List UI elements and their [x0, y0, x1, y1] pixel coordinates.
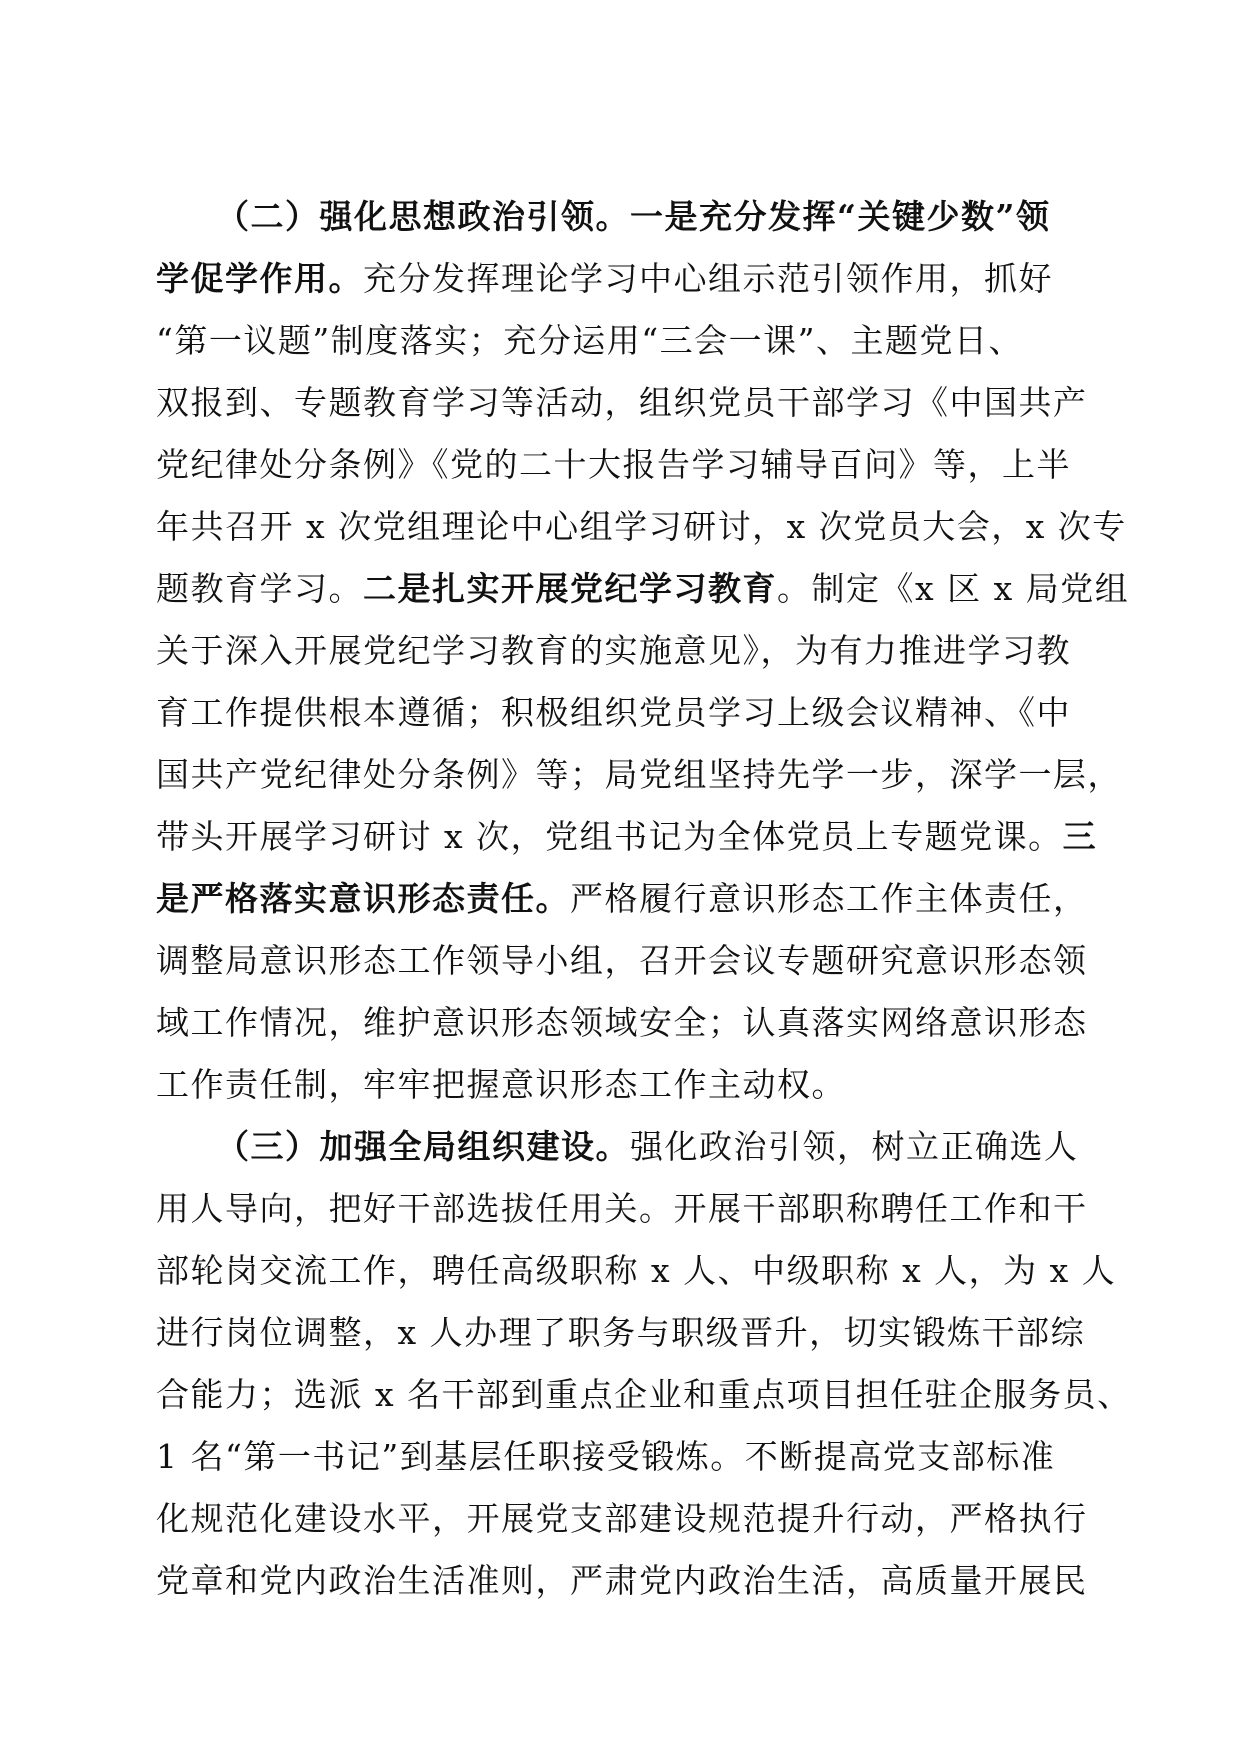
text-span: 强化政治引领，树立正确选人: [630, 1127, 1079, 1166]
text-line: 部轮岗交流工作，聘任高级职称 x 人、中级职称 x 人，为 x 人: [156, 1251, 1117, 1290]
text-span: 充分发挥理论学习中心组示范引领作用，抓好: [363, 259, 1053, 298]
text-line: 党章和党内政治生活准则，严肃党内政治生活，高质量开展民: [156, 1561, 1088, 1600]
text-span: 题教育学习。: [156, 569, 363, 608]
text-line: 年共召开 x 次党组理论中心组学习研讨，x 次党员大会，x 次专: [156, 507, 1127, 546]
text-line: 双报到、专题教育学习等活动，组织党员干部学习《中国共产: [156, 383, 1088, 422]
text-line: [156, 558, 1130, 620]
text-line: 关于深入开展党纪学习教育的实施意见》，为有力推进学习教: [156, 631, 1071, 670]
text-line: [156, 248, 1080, 310]
bold-span: 学促学作用。: [156, 259, 363, 298]
document-body: [156, 186, 1132, 1612]
text-line: [156, 806, 1098, 868]
text-line: 1 名“第一书记”到基层任职接受锻炼。不断提高党支部标准: [156, 1437, 1056, 1476]
text-span: 带头开展学习研讨 x 次，党组书记为全体党员上专题党课。: [156, 817, 1063, 856]
text-line: “第一议题”制度落实；充分运用“三会一课”、主题党日、: [156, 321, 1023, 360]
text-line: （二）强化思想政治引领。一是充分发挥“关键少数”领: [216, 197, 1051, 236]
text-line: 国共产党纪律处分条例》等；局党组坚持先学一步，深学一层，: [156, 755, 1122, 794]
text-line: 调整局意识形态工作领导小组，召开会议专题研究意识形态领: [156, 941, 1088, 980]
bold-span: （三）加强全局组织建设。: [216, 1127, 630, 1166]
text-line: 工作责任制，牢牢把握意识形态工作主动权。: [156, 1065, 846, 1104]
text-line: 域工作情况，维护意识形态领域安全；认真落实网络意识形态: [156, 1003, 1088, 1042]
text-line: 党纪律处分条例》《党的二十大报告学习辅导百问》等，上半: [156, 445, 1071, 484]
bold-span: 二是扎实开展党纪学习教育: [363, 569, 777, 608]
text-line: 化规范化建设水平，开展党支部建设规范提升行动，严格执行: [156, 1499, 1088, 1538]
text-line: 合能力；选派 x 名干部到重点企业和重点项目担任驻企服务员、: [156, 1375, 1132, 1414]
paragraph-section-2: [156, 186, 1130, 1116]
text-line: [156, 868, 1088, 930]
text-line: 用人导向，把好干部选拔任用关。开展干部职称聘任工作和干: [156, 1189, 1088, 1228]
text-line: 进行岗位调整，x 人办理了职务与职级晋升，切实锻炼干部综: [156, 1313, 1086, 1352]
paragraph-section-3: [156, 1116, 1132, 1612]
text-span: 。制定《x 区 x 局党组: [777, 569, 1130, 608]
text-line: 育工作提供根本遵循；积极组织党员学习上级会议精神、《中: [156, 693, 1071, 732]
text-line: [156, 1116, 1080, 1178]
bold-span: 是严格落实意识形态责任。: [156, 879, 570, 918]
text-span: 严格履行意识形态工作主体责任，: [570, 879, 1088, 918]
bold-span: 三: [1062, 817, 1098, 856]
